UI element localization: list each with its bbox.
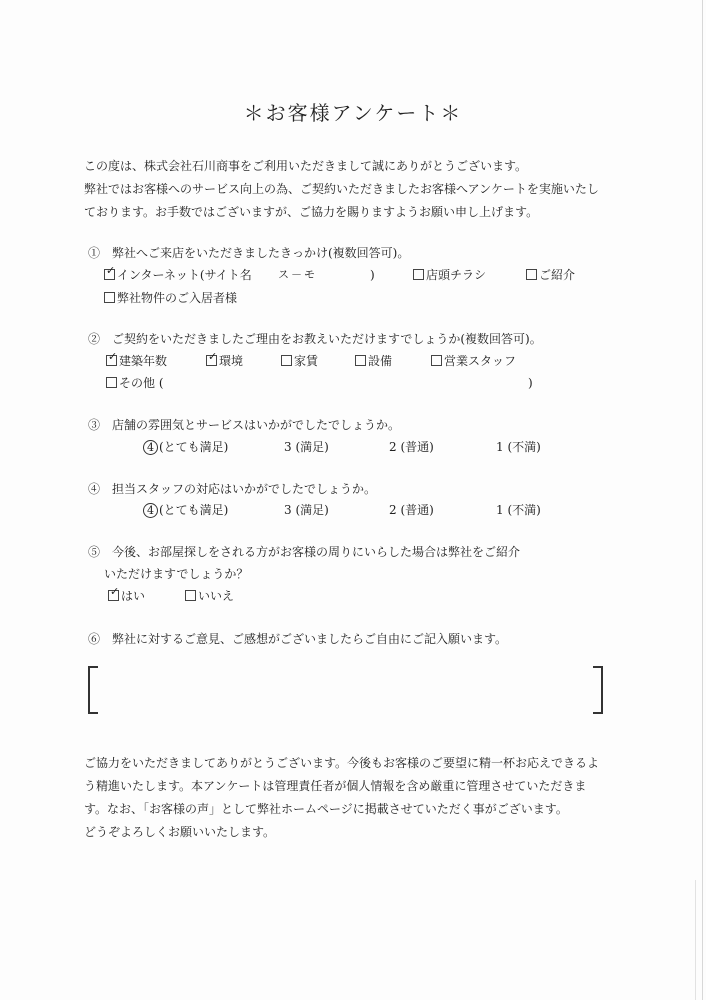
q4-option-4[interactable] [143, 503, 228, 518]
option-other-label: その他 ( [119, 376, 164, 390]
q3-option-1[interactable]: 1 (不満) [496, 440, 541, 454]
q4-option-4-label: (とても満足) [159, 503, 229, 517]
option-flyer[interactable] [413, 268, 486, 282]
checkbox-building-age[interactable]: ✓ [106, 355, 117, 366]
q4-option-1[interactable]: 1 (不満) [496, 503, 541, 517]
option-environment-label: 環境 [219, 354, 244, 368]
option-yes-label: はい [121, 589, 146, 603]
checkbox-sales-staff[interactable] [431, 355, 442, 366]
closing-line-1: ご協力をいただきましてありがとうございます。今後もお客様のご要望に精一杯お応えできるよ [84, 756, 600, 770]
q4-selected-circle: 4 [143, 503, 158, 518]
page-edge-shadow [695, 880, 696, 1000]
option-sales-staff-label: 営業スタッフ [444, 354, 517, 368]
site-name-input[interactable]: ス－モ [278, 268, 317, 281]
other-close-paren: ) [528, 376, 533, 390]
question-3: ③ 店舗の雰囲気とサービスはいかがでしたでしょうか。 [88, 418, 401, 432]
q4-option-2[interactable]: 2 (普通) [389, 503, 434, 517]
checkbox-facilities[interactable] [355, 355, 366, 366]
site-name-close-paren: ) [370, 268, 375, 282]
checkbox-no[interactable] [185, 590, 196, 601]
option-building-age[interactable] [106, 350, 168, 368]
q3-option-2[interactable]: 2 (普通) [389, 440, 434, 454]
checkbox-flyer[interactable] [413, 269, 424, 280]
option-yes[interactable] [108, 585, 146, 603]
q3-option-4[interactable] [143, 440, 228, 455]
intro-line-2: 弊社ではお客様へのサービス向上の為、ご契約いただきましたお客様へアンケートを実施いたし [84, 182, 599, 196]
page-edge [702, 0, 703, 1000]
option-flyer-label: 店頭チラシ [426, 268, 487, 282]
option-referral-label: ご紹介 [539, 268, 576, 282]
question-6: ⑥ 弊社に対するご意見、ご感想がございましたらご自由にご記入願います。 [88, 632, 508, 646]
option-resident[interactable] [104, 291, 237, 305]
option-referral[interactable] [526, 268, 575, 282]
option-building-age-label: 建築年数 [119, 354, 168, 368]
option-other[interactable] [106, 376, 164, 390]
closing-line-2: う精進いたします。本アンケートは管理責任者が個人情報を含め厳重に管理させていただきま [84, 779, 587, 793]
question-2: ② ご契約をいただきましたご理由をお教えいただけますでしょうか(複数回答可)。 [88, 332, 542, 346]
question-1: ① 弊社へご来店をいただきましたきっかけ(複数回答可)。 [88, 246, 410, 260]
option-environment[interactable] [206, 350, 244, 368]
q3-selected-circle: 4 [143, 440, 158, 455]
option-rent-label: 家賃 [294, 354, 319, 368]
question-5-line-2: いただけますでしょうか？ [104, 567, 249, 581]
checkbox-environment[interactable]: ✓ [206, 355, 217, 366]
checkbox-resident[interactable] [104, 292, 115, 303]
closing-line-3: す。なお、「お客様の声」として弊社ホームページに掲載させていただく事がございます。 [84, 802, 568, 816]
checkbox-other[interactable] [106, 377, 117, 388]
closing-line-4: どうぞよろしくお願いいたします。 [84, 825, 276, 839]
intro-line-1: この度は、株式会社石川商事をご利用いただきまして誠にありがとうございます。 [84, 159, 528, 173]
question-5-line-1: ⑤ 今後、お部屋探しをされる方がお客様の周りにいらした場合は弊社をご紹介 [88, 545, 521, 559]
checkbox-yes[interactable]: ✓ [108, 590, 119, 601]
option-rent[interactable] [281, 354, 318, 368]
comment-box-right-bracket [593, 666, 603, 714]
option-no[interactable] [185, 589, 234, 603]
option-sales-staff[interactable] [431, 354, 516, 368]
option-facilities[interactable] [355, 354, 392, 368]
option-internet[interactable] [104, 264, 252, 282]
checkbox-referral[interactable] [526, 269, 537, 280]
intro-line-3: ております。お手数ではございますが、ご協力を賜りますようお願い申し上げます。 [84, 205, 539, 219]
question-4: ④ 担当スタッフの対応はいかがでしたでしょうか。 [88, 482, 377, 496]
q3-option-4-label: (とても満足) [159, 440, 229, 454]
checkbox-internet[interactable]: ✓ [104, 269, 115, 280]
comment-box-left-bracket [88, 666, 98, 714]
q3-option-3[interactable]: 3 (満足) [284, 440, 329, 454]
option-no-label: いいえ [198, 589, 235, 603]
q4-option-3[interactable]: 3 (満足) [284, 503, 329, 517]
survey-title: ＊お客様アンケート＊ [243, 101, 463, 125]
checkbox-rent[interactable] [281, 355, 292, 366]
option-internet-label: インターネット(サイト名 [117, 268, 252, 282]
option-resident-label: 弊社物件のご入居者様 [117, 291, 238, 305]
option-facilities-label: 設備 [368, 354, 393, 368]
